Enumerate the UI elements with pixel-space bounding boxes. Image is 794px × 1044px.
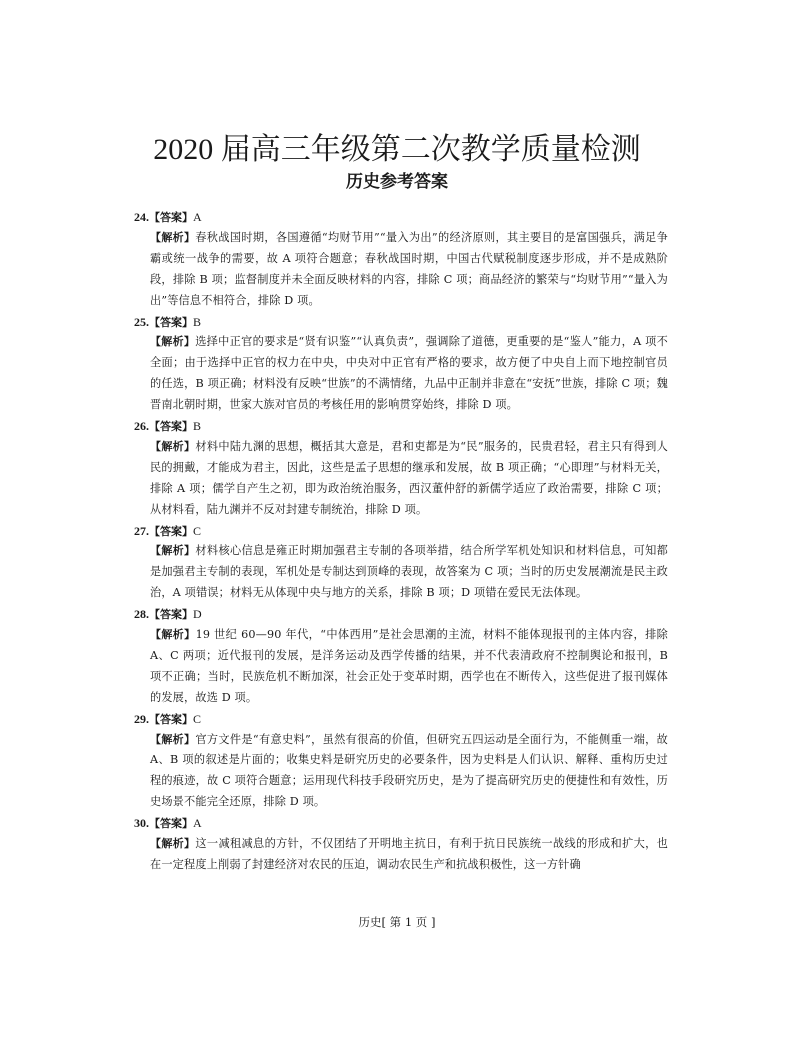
- analysis-paragraph: [150, 541, 668, 604]
- analysis-tag: 【解析】: [150, 837, 196, 851]
- question-number: 28.: [134, 607, 149, 622]
- page-footer: 历史[ 第 1 页 ]: [358, 915, 436, 929]
- analysis-paragraph: [150, 834, 668, 876]
- question-number: 29.: [134, 711, 149, 726]
- analysis-tag: 【解析】: [150, 335, 196, 349]
- analysis-text: 选择中正官的要求是“贤有识鉴”“认真负责”，强调除了道德，更重要的是“鉴人”能力，A 项不全面；由于选择中正官的权力在中央，中央对中正官有严格的要求，故方便了中央自上而下地控制官员的任选，B 项正确；材料没有反映“世族”的不满情绪，九品中正制并非意在“安抚”世族，排除 C 项；魏晋南北朝时期，世家大族对官员的考核任用的影响贯穿始终，排除 D 项。: [150, 335, 668, 412]
- answer-tag: 【答案】: [149, 817, 193, 831]
- question-item: [134, 521, 668, 605]
- document-subtitle: 历史参考答案: [346, 172, 448, 192]
- analysis-tag: 【解析】: [150, 732, 196, 746]
- document-title: 2020 届高三年级第二次教学质量检测: [153, 133, 641, 166]
- analysis-paragraph: [150, 228, 668, 312]
- answer-tag: 【答案】: [149, 315, 193, 329]
- analysis-text: 这一减租减息的方针，不仅团结了开明地主抗日，有利于抗日民族统一战线的形成和扩大，也在一定程度上削弱了封建经济对农民的压迫，调动农民生产和抗战积极性，这一方针确: [150, 837, 669, 871]
- analysis-tag: 【解析】: [150, 439, 196, 453]
- question-number: 27.: [134, 523, 149, 538]
- answer-line: [134, 813, 668, 834]
- question-item: [134, 813, 668, 876]
- answer-line: [134, 709, 668, 730]
- answer-tag: 【答案】: [149, 211, 193, 224]
- question-number: 26.: [134, 419, 149, 434]
- question-item: [134, 312, 668, 417]
- answer-letter: A: [193, 816, 202, 831]
- analysis-paragraph: [150, 625, 668, 709]
- question-item: [134, 604, 668, 709]
- answer-line: [134, 207, 668, 228]
- analysis-tag: 【解析】: [150, 544, 196, 558]
- analysis-paragraph: [150, 730, 668, 814]
- analysis-tag: 【解析】: [150, 628, 196, 642]
- answer-tag: 【答案】: [149, 712, 193, 726]
- answer-letter: A: [193, 210, 202, 224]
- answer-line: [134, 416, 668, 437]
- question-item: [134, 416, 668, 521]
- answer-list: [134, 207, 668, 876]
- question-item: [134, 709, 668, 814]
- analysis-paragraph: [150, 437, 668, 521]
- analysis-tag: 【解析】: [150, 230, 196, 244]
- answer-letter: B: [193, 419, 202, 434]
- answer-letter: C: [193, 711, 202, 726]
- answer-line: [134, 604, 668, 625]
- answer-tag: 【答案】: [149, 524, 193, 538]
- analysis-text: 19 世纪 60—90 年代，“中体西用”是社会思潮的主流，材料不能体现报刊的主体内容，排除 A、C 两项；近代报刊的发展，是洋务运动及西学传播的结果，并不代表清政府不控制舆论和报刊，B 项不正确；当时，民族危机不断加深，社会正处于变革时期，西学也在不断传入，这些促进了报刊媒体的发展，故选 D 项。: [150, 628, 668, 704]
- answer-line: [134, 312, 668, 333]
- question-number: 24.: [134, 210, 149, 224]
- analysis-text: 官方文件是“有意史料”，虽然有很高的价值，但研究五四运动是全面行为，不能侧重一端，故 A、B 项的叙述是片面的；收集史料是研究历史的必要条件，因为史料是人们认识、解释、重构历史过程的痕迹，故 C 项符合题意；运用现代科技手段研究历史，是为了提高研究历史的便捷性和有效性，历史场景不能完全还原，排除 D 项。: [150, 732, 668, 809]
- answer-line: [134, 521, 668, 542]
- answer-letter: B: [193, 314, 202, 329]
- answer-letter: C: [193, 523, 202, 538]
- answer-tag: 【答案】: [149, 608, 193, 622]
- analysis-text: 材料核心信息是雍正时期加强君主专制的各项举措，结合所学军机处知识和材料信息，可知都是加强君主专制的表现，军机处是专制达到顶峰的表现，故答案为 C 项；当时的历史发展潮流是民主政治，A 项错误；材料无从体现中央与地方的关系，排除 B 项；D 项错在爱民无法体现。: [150, 544, 669, 600]
- answer-tag: 【答案】: [149, 420, 193, 434]
- analysis-text: 材料中陆九渊的思想，概括其大意是，君和吏都是为“民”服务的，民贵君轻，君主只有得到人民的拥戴，才能成为君主，因此，这些是孟子思想的继承和发展，故 B 项正确；“心即理”与材料无关，排除 A 项；儒学自产生之初，即为政治统治服务，西汉董仲舒的新儒学适应了政治需要，排除 C 项；从材料看，陆九渊并不反对封建专制统治，排除 D 项。: [150, 439, 668, 516]
- question-number: 30.: [134, 816, 149, 831]
- answer-letter: D: [193, 607, 202, 622]
- analysis-paragraph: [150, 332, 668, 416]
- question-item: [134, 207, 668, 312]
- question-number: 25.: [134, 314, 149, 329]
- analysis-text: 春秋战国时期，各国遵循“均财节用”“量入为出”的经济原则，其主要目的是富国强兵，满足争霸或统一战争的需要，故 A 项符合题意；春秋战国时期，中国古代赋税制度逐步形成，并不是成熟阶段，排除 B 项；监督制度并未全面反映材料的内容，排除 C 项；商品经济的繁荣与“均财节用”“量入为出”等信息不相符合，排除 D 项。: [150, 230, 668, 307]
